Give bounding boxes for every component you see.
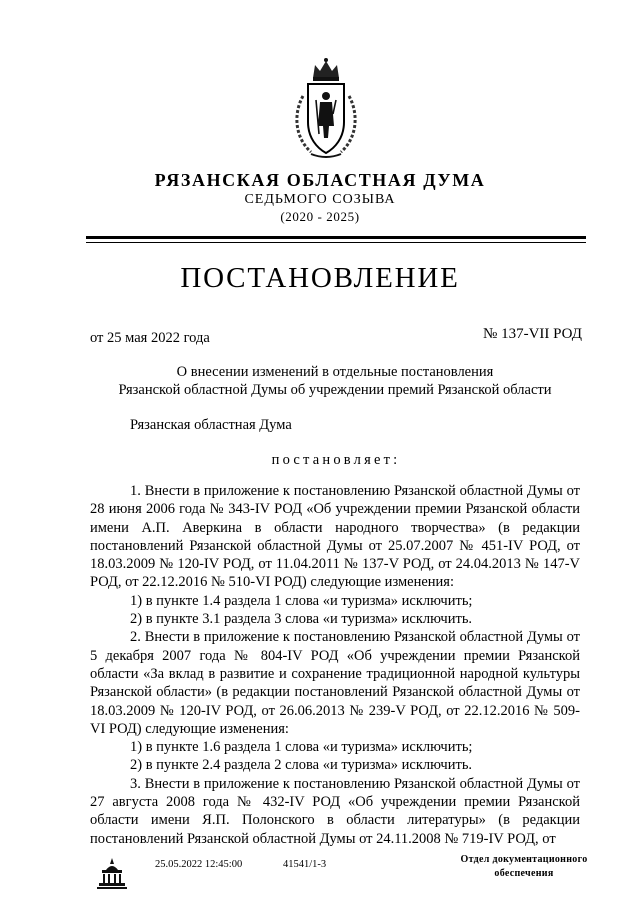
department-line: обеспечения — [494, 868, 554, 879]
document-date: от 25 мая 2022 года — [90, 330, 210, 346]
header-rule-thick — [86, 236, 586, 239]
document-type-title: ПОСТАНОВЛЕНИЕ — [180, 262, 460, 294]
footer-timestamp: 25.05.2022 12:45:00 — [155, 859, 243, 870]
coat-of-arms-emblem — [289, 56, 363, 160]
resolves-word: постановляет: — [271, 452, 401, 468]
document-subject — [90, 363, 580, 399]
subject-line: О внесении изменений в отдельные постановления — [176, 364, 494, 380]
organization-name: РЯЗАНСКАЯ ОБЛАСТНАЯ ДУМА — [154, 170, 486, 190]
term-years: (2020 - 2025) — [280, 209, 360, 224]
paragraph: 1. Внести в приложение к постановлению Рязанской областной Думы от 28 июня 2006 года № 343-IV РОД «Об учреждении премии Рязанской области имени А.П. Аверкина в области народного творчества» (в редакции постановлений Рязанской областной Думы от 25.07.2007 № 451-IV РОД, от 18.03.2009 № 120-IV РОД, от 11.04.2011 № 137-V РОД, от 24.04.2013 № 147-V РОД, от 22.12.2016 № 510-VI РОД) следующие изменения: — [90, 483, 580, 591]
paragraph: 1) в пункте 1.6 раздела 1 слова «и туризма» исключить; — [130, 739, 473, 756]
paragraph: 2. Внести в приложение к постановлению Рязанской областной Думы от 5 декабря 2007 года № 804-IV РОД «Об учреждении премии Рязанской области «За вклад в развитие и сохранение традиционной народной культуры Рязанской области» (в редакции постановлений Рязанской областной Думы от 18.03.2009 № 120-IV РОД, от 26.06.2013 № 239-V РОД, от 22.12.2016 № 509-VI РОД) следующие изменения: — [90, 629, 580, 737]
convocation: СЕДЬМОГО СОЗЫВА — [244, 192, 396, 207]
document-body — [90, 482, 580, 848]
document-number: № 137-VII РОД — [483, 326, 582, 342]
paragraph: 2) в пункте 2.4 раздела 2 слова «и туризма» исключить. — [130, 757, 473, 774]
footer-registration-code: 41541/1-3 — [283, 859, 327, 870]
footer-department-stamp — [446, 853, 602, 881]
issuing-body: Рязанская областная Дума — [130, 417, 292, 433]
header-rule-thin — [86, 242, 586, 243]
building-logo-icon — [96, 856, 128, 890]
department-line: Отдел документационного — [460, 854, 588, 865]
subject-line: Рязанской областной Думы об учреждении премий Рязанской области — [118, 382, 552, 398]
paragraph: 2) в пункте 3.1 раздела 3 слова «и туризма» исключить. — [130, 611, 473, 628]
paragraph: 1) в пункте 1.4 раздела 1 слова «и туризма» исключить; — [130, 592, 473, 609]
paragraph: 3. Внести в приложение к постановлению Рязанской областной Думы от 27 августа 2008 года № 432-IV РОД «Об учреждении премии Рязанской области имени Я.П. Полонского в области литературы» (в редакции постановлений Рязанской областной Думы от 24.11.2008 № 719-IV РОД, от — [90, 775, 580, 847]
